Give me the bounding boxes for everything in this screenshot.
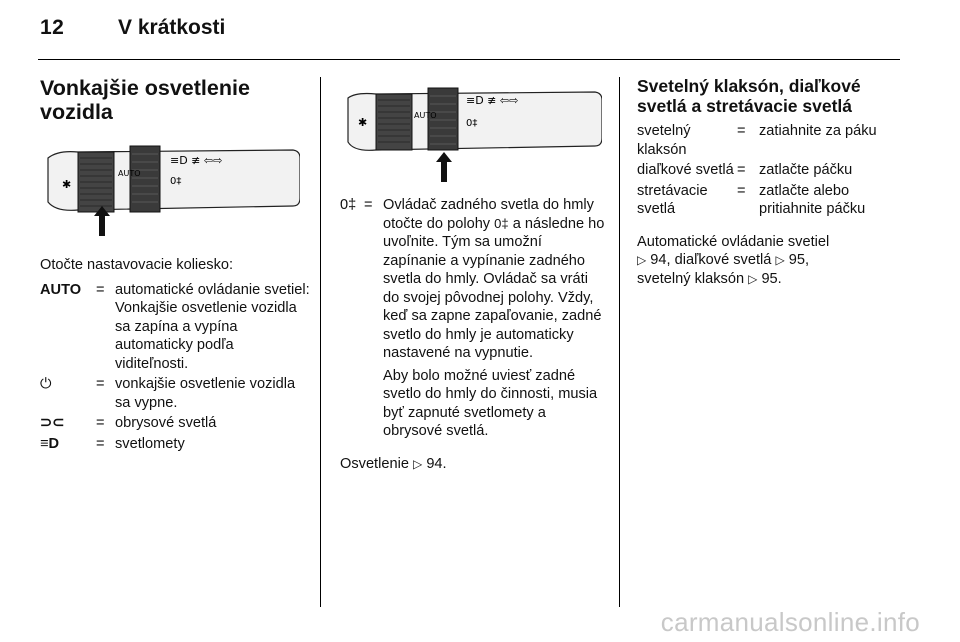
power-off-icon: ⏻	[40, 376, 52, 392]
column-divider-right	[619, 77, 620, 607]
page-ref-arrow-icon: ▷	[637, 253, 647, 267]
svg-text:AUTO: AUTO	[118, 169, 141, 178]
right-heading: Svetelný klaksón, diaľkové svetlá a stretávacie svetlá	[637, 76, 861, 116]
page-ref-arrow-icon: ▷	[748, 271, 758, 286]
legend-item-off: ⏻ = vonkajšie osvetlenie vozidla sa vypne.	[40, 376, 296, 411]
light-switch-lever-illustration	[38, 136, 300, 244]
svg-text:0‡: 0‡	[466, 118, 478, 129]
headlights-icon: ≡D	[40, 435, 60, 452]
middle-column	[340, 196, 605, 477]
legend-item-side-lights: ⊃⊂ = obrysové svetlá	[40, 415, 217, 431]
intro-text: Otočte nastavovacie koliesko:	[40, 257, 234, 273]
legend-item-rear-fog: 0‡ = Ovládač zadného svetla do hmly otočte do polohy 0‡ a následne ho uvoľnite. Tým sa umožní zapínanie a vypínanie zadného svetla do hmly. Ovládač sa vráti do svojej pôvodnej polohy. Vždy, keď sa zapne zapaľovanie, zadné svetlo do hmly je automaticky nastavené na vypnutie. Aby bolo možné uviesť zadné svetlo do hmly do činnosti, musia byť zapnuté svetlomety a obrysové svetlá.	[340, 196, 605, 445]
rear-fog-light-icon: 0‡	[340, 197, 357, 213]
legend-item-auto: AUTO = automatické ovládanie svetiel: Vonkajšie osvetlenie vozidla sa zapína a vypína automaticky podľa viditeľnosti.	[40, 281, 310, 372]
section-heading: Vonkajšie osvetlenie vozidla	[40, 76, 250, 124]
page-header	[0, 0, 960, 60]
right-column	[637, 76, 902, 292]
legend-item-flash: svetelný klaksón = zatiahnite za páku	[637, 123, 877, 158]
page-title: V krátkosti	[118, 16, 226, 39]
rear-fog-text-1: Ovládač zadného svetla do hmly otočte do polohy	[383, 197, 594, 232]
fog-light-lever-illustration	[340, 84, 602, 184]
svg-text:0‡: 0‡	[170, 176, 182, 187]
auto-control-refs: Automatické ovládanie svetiel ▷ 94, diaľkové svetlá ▷ 95, svetelný klaksón ▷ 95.	[637, 233, 830, 287]
legend-item-low-beam: stretávacie svetlá = zatlačte alebo pritiahnite páčku	[637, 182, 866, 217]
rear-fog-text-2: a následne ho uvoľnite. Tým sa umožní zapínanie a vypínanie zadného svetla do hmly. Ovládač sa vráti do svojej pôvodnej polohy. Vždy, keď sa zapne zapaľovanie, zadné svetlo do hmly je automaticky nastavené na vypnutie.	[383, 215, 605, 361]
page-number: 12	[40, 16, 65, 39]
rear-fog-inline-icon: 0‡	[494, 215, 509, 231]
left-column	[40, 76, 305, 134]
legend-item-high-beam: diaľkové svetlá = zatlačte páčku	[637, 162, 853, 178]
svg-text:AUTO: AUTO	[414, 111, 437, 120]
svg-text:≡D ≢ ⇦⇨: ≡D ≢ ⇦⇨	[170, 154, 223, 167]
auto-key: AUTO	[40, 281, 82, 298]
middle-footer	[340, 455, 605, 474]
svg-text:≡D ≢ ⇦⇨: ≡D ≢ ⇦⇨	[466, 94, 519, 107]
watermark: carmanualsonline.info	[660, 607, 920, 637]
svg-text:✱: ✱	[62, 178, 72, 191]
column-divider-left	[320, 77, 321, 607]
svg-text:✱: ✱	[358, 116, 368, 129]
footer-ref: 94.	[426, 455, 447, 472]
legend-item-headlights: ≡D = svetlomety	[40, 435, 185, 452]
side-lights-icon: ⊃⊂	[40, 415, 65, 431]
header-rule	[38, 59, 900, 60]
footer-label: Osvetlenie	[340, 455, 409, 472]
left-column-body	[40, 256, 310, 455]
page-ref-arrow-icon: ▷	[775, 253, 785, 267]
auto-label: Automatické ovládanie svetiel	[637, 233, 830, 250]
rear-fog-text-3: Aby bolo možné uviesť zadné svetlo do hmly do činnosti, musia byť zapnuté svetlomety a obrysové svetlá.	[383, 367, 598, 439]
page-ref-arrow-icon: ▷	[413, 456, 423, 471]
